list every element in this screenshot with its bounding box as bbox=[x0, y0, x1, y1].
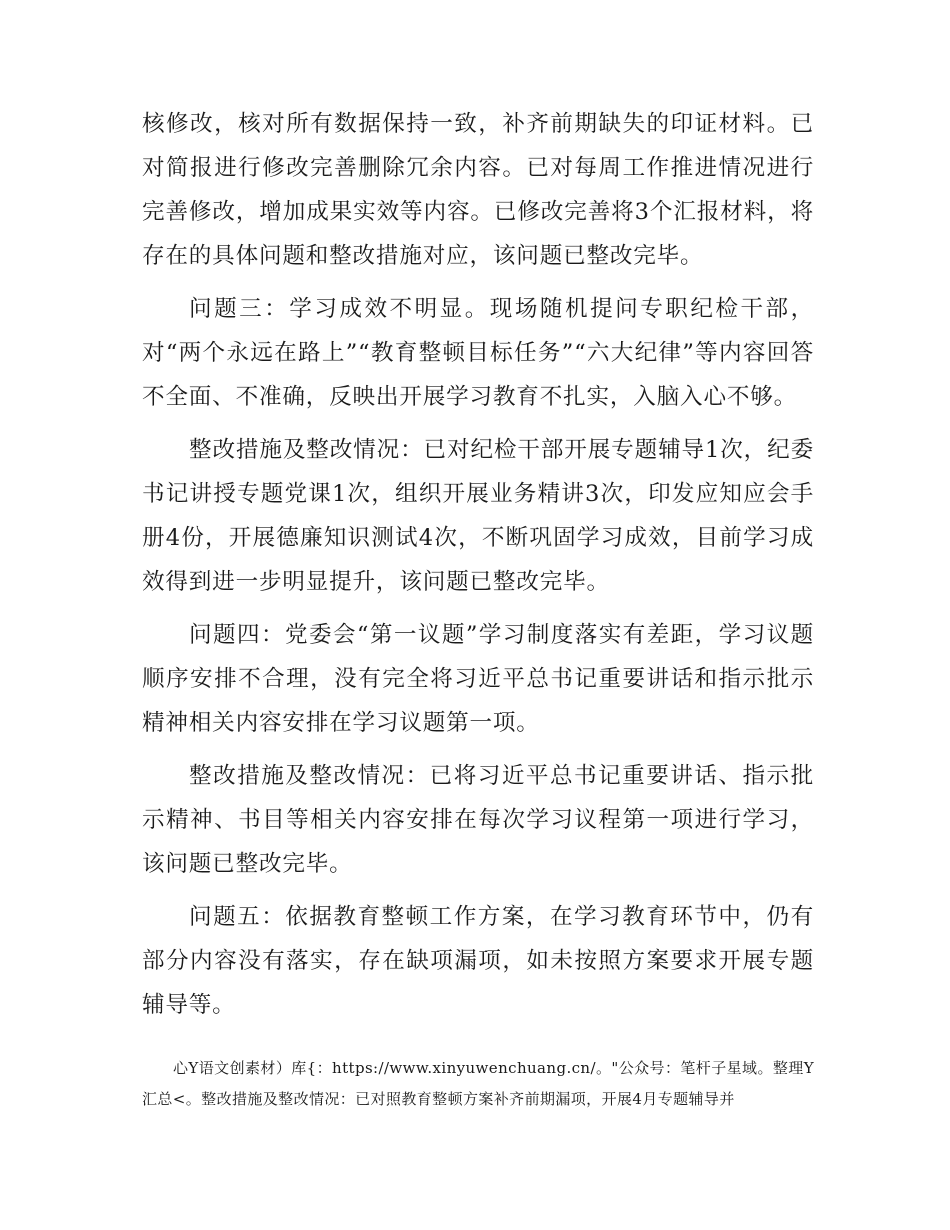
paragraph-rectification-three: 整改措施及整改情况：已对纪检干部开展专题辅导1次，纪委书记讲授专题党课1次，组织开展业务精讲3次，印发应知应会手册4份，开展德廉知识测试4次，不断巩固学习成效，目前学习成效得到进一步明显提升，该问题已整改完毕。 bbox=[142, 437, 814, 595]
footer-note-text: 心Y语文创素材）库{：https://www.xinyuwenchuang.cn/。"公众号：笔杆子星域。整理Y汇总<。整改措施及整改情况：已对照教育整顿方案补齐前期漏项，开展4月专题辅导并 bbox=[142, 1059, 814, 1108]
paragraph-continuation: 核修改，核对所有数据保持一致，补齐前期缺失的印证材料。已对简报进行修改完善删除冗余内容。已对每周工作推进情况进行完善修改，增加成果实效等内容。已修改完善将3个汇报材料，将存在的具体问题和整改措施对应，该问题已整改完毕。 bbox=[142, 111, 814, 269]
paragraph-issue-five: 问题五：依据教育整顿工作方案，在学习教育环节中，仍有部分内容没有落实，存在缺项漏项，如未按照方案要求开展专题辅导等。 bbox=[142, 904, 814, 1018]
footer-note bbox=[142, 1053, 814, 1115]
paragraph-issue-four: 问题四：党委会“第一议题”学习制度落实有差距，学习议题顺序安排不合理，没有完全将习近平总书记重要讲话和指示批示精神相关内容安排在学习议题第一项。 bbox=[142, 622, 814, 736]
paragraph-rectification-four: 整改措施及整改情况：已将习近平总书记重要讲话、指示批示精神、书目等相关内容安排在每次学习议程第一项进行学习，该问题已整改完毕。 bbox=[142, 763, 814, 877]
paragraph-issue-three: 问题三：学习成效不明显。现场随机提问专职纪检干部，对“两个永远在路上”“教育整顿目标任务”“六大纪律”等内容回答不全面、不准确，反映出开展学习教育不扎实，入脑入心不够。 bbox=[142, 296, 814, 410]
document-body bbox=[142, 102, 814, 1036]
